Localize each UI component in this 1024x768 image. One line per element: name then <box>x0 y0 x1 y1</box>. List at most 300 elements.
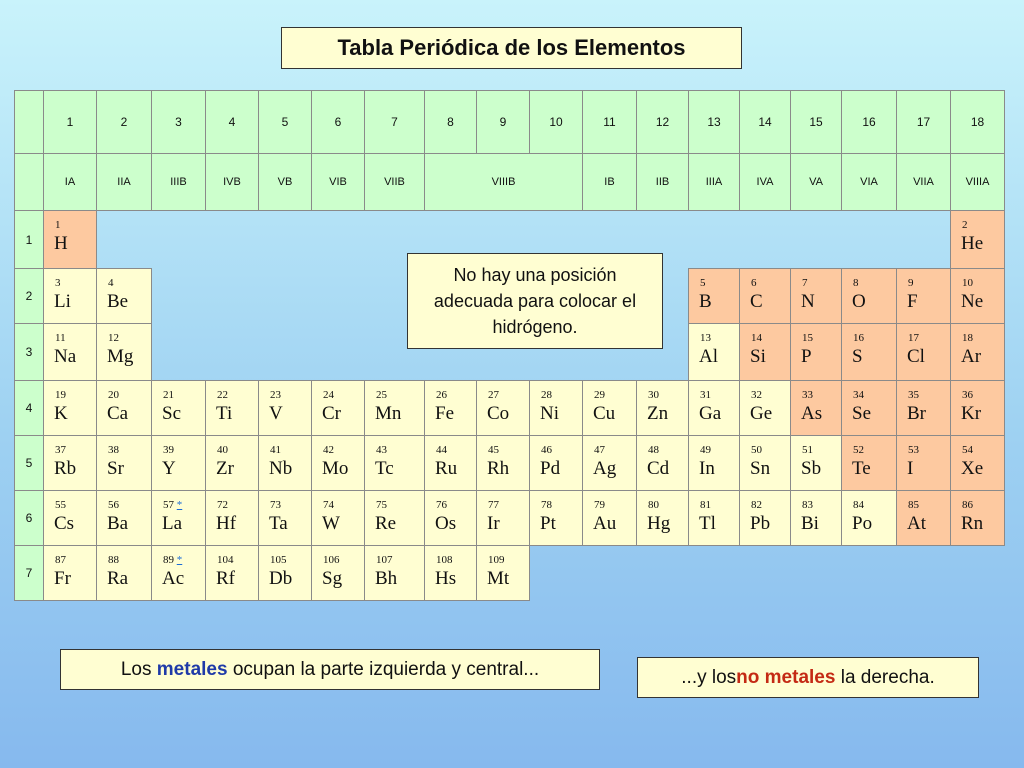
atomic-number-value: 25 <box>376 389 387 401</box>
atomic-number-value: 109 <box>488 554 505 566</box>
element-symbol: P <box>801 346 812 367</box>
element-symbol: Cr <box>322 403 341 424</box>
atomic-number <box>751 444 762 456</box>
atomic-number-value: 53 <box>908 444 919 456</box>
group-number-3: 3 <box>151 90 206 154</box>
atomic-number <box>323 444 334 456</box>
group-roman-IIIA: IIIA <box>688 153 740 211</box>
atomic-number <box>323 554 340 566</box>
atomic-number <box>55 389 66 401</box>
atomic-number <box>217 444 228 456</box>
element-symbol: I <box>907 458 914 479</box>
atomic-number-value: 2 <box>962 219 968 231</box>
atomic-number <box>108 444 119 456</box>
atomic-number-value: 3 <box>55 277 61 289</box>
period-label-5: 5 <box>14 435 44 491</box>
atomic-number-value: 105 <box>270 554 287 566</box>
element-Tl <box>688 490 740 546</box>
atomic-number <box>802 332 813 344</box>
element-symbol: Ni <box>540 403 559 424</box>
element-symbol: Al <box>699 346 718 367</box>
element-Mn <box>364 380 425 436</box>
element-Pb <box>739 490 791 546</box>
period-label-3: 3 <box>14 323 44 381</box>
element-symbol: Db <box>269 568 293 589</box>
element-Cs <box>43 490 97 546</box>
atomic-number-value: 76 <box>436 499 447 511</box>
atomic-number <box>163 389 174 401</box>
atomic-number <box>853 277 859 289</box>
element-C <box>739 268 791 324</box>
group-number-7: 7 <box>364 90 425 154</box>
atomic-number <box>217 389 228 401</box>
atomic-number-value: 32 <box>751 389 762 401</box>
atomic-number-value: 42 <box>323 444 334 456</box>
group-number-11: 11 <box>582 90 637 154</box>
element-Zr <box>205 435 259 491</box>
element-symbol: Na <box>54 346 77 367</box>
atomic-number <box>648 389 659 401</box>
element-Si <box>739 323 791 381</box>
atomic-number-value: 1 <box>55 219 61 231</box>
element-symbol: Nb <box>269 458 293 479</box>
atomic-number <box>594 444 605 456</box>
atomic-number-value: 40 <box>217 444 228 456</box>
element-symbol: Pd <box>540 458 561 479</box>
atomic-number <box>853 389 864 401</box>
element-symbol: Si <box>750 346 766 367</box>
element-Ba <box>96 490 152 546</box>
atomic-number-value: 82 <box>751 499 762 511</box>
element-Sn <box>739 435 791 491</box>
page-title: Tabla Periódica de los Elementos <box>281 27 742 69</box>
element-symbol: Ne <box>961 291 984 312</box>
atomic-number <box>436 499 447 511</box>
atomic-number <box>55 219 61 231</box>
atomic-number <box>594 389 605 401</box>
atomic-number <box>908 499 919 511</box>
metals-note-pre: Los <box>120 658 152 680</box>
element-Li <box>43 268 97 324</box>
atomic-number <box>908 444 919 456</box>
group-roman-IIIB: IIIB <box>151 153 206 211</box>
element-symbol: Ag <box>593 458 617 479</box>
element-symbol: Kr <box>961 403 982 424</box>
atomic-number <box>962 444 973 456</box>
atomic-number <box>700 444 711 456</box>
element-symbol: Cd <box>647 458 670 479</box>
atomic-number <box>163 499 182 511</box>
element-symbol: Bi <box>801 513 819 534</box>
atomic-number <box>376 554 393 566</box>
element-Mg <box>96 323 152 381</box>
group-number-15: 15 <box>790 90 842 154</box>
atomic-number <box>908 389 919 401</box>
element-Hs <box>424 545 477 601</box>
element-symbol: Pt <box>540 513 556 534</box>
element-Nb <box>258 435 312 491</box>
atomic-number-value: 83 <box>802 499 813 511</box>
element-symbol: Sn <box>750 458 771 479</box>
element-Os <box>424 490 477 546</box>
atomic-number-value: 48 <box>648 444 659 456</box>
group-number-13: 13 <box>688 90 740 154</box>
group-number-10: 10 <box>529 90 583 154</box>
atomic-number <box>55 277 61 289</box>
atomic-number-value: 107 <box>376 554 393 566</box>
atomic-number <box>751 389 762 401</box>
element-Br <box>896 380 951 436</box>
period-label-4: 4 <box>14 380 44 436</box>
element-N <box>790 268 842 324</box>
element-symbol: Hf <box>216 513 237 534</box>
group-number-8: 8 <box>424 90 477 154</box>
element-W <box>311 490 365 546</box>
atomic-number <box>908 277 914 289</box>
element-Cd <box>636 435 689 491</box>
atomic-number <box>802 444 813 456</box>
metals-keyword: metales <box>156 658 228 680</box>
atomic-number <box>163 554 182 566</box>
atomic-number-value: 7 <box>802 277 808 289</box>
atomic-number-value: 86 <box>962 499 973 511</box>
element-symbol: As <box>801 403 823 424</box>
element-symbol: Rh <box>487 458 510 479</box>
atomic-number-value: 18 <box>962 332 973 344</box>
atomic-number <box>270 444 281 456</box>
atomic-number-value: 78 <box>541 499 552 511</box>
atomic-number-value: 56 <box>108 499 119 511</box>
group-roman-IVB: IVB <box>205 153 259 211</box>
element-Ra <box>96 545 152 601</box>
atomic-number-value: 5 <box>700 277 706 289</box>
element-symbol: V <box>269 403 283 424</box>
element-Zn <box>636 380 689 436</box>
period-label-6: 6 <box>14 490 44 546</box>
atomic-number-value: 16 <box>853 332 864 344</box>
atomic-number-value: 17 <box>908 332 919 344</box>
element-symbol: Hg <box>647 513 671 534</box>
atomic-number <box>802 499 813 511</box>
metals-note-post: ocupan la parte izquierda y central... <box>232 658 540 680</box>
element-Mt <box>476 545 530 601</box>
element-symbol: Ta <box>269 513 288 534</box>
element-symbol: Te <box>852 458 871 479</box>
element-Xe <box>950 435 1005 491</box>
element-Sr <box>96 435 152 491</box>
element-symbol: Ra <box>107 568 129 589</box>
atomic-number <box>436 554 453 566</box>
element-symbol: Ti <box>216 403 233 424</box>
element-F <box>896 268 951 324</box>
group-number-17: 17 <box>896 90 951 154</box>
element-Po <box>841 490 897 546</box>
group-roman-VA: VA <box>790 153 842 211</box>
atomic-number-value: 36 <box>962 389 973 401</box>
element-H <box>43 210 97 269</box>
atomic-number-value: 8 <box>853 277 859 289</box>
hydrogen-note: No hay una posición adecuada para colocar el hidrógeno. <box>407 253 663 349</box>
element-symbol: Fe <box>435 403 454 424</box>
group-roman-VIIIB: VIIIB <box>424 153 583 211</box>
element-symbol: La <box>162 513 183 534</box>
atomic-number <box>163 444 174 456</box>
atomic-number <box>108 332 119 344</box>
metals-note <box>60 649 600 690</box>
group-roman-VIB: VIB <box>311 153 365 211</box>
element-symbol: B <box>699 291 712 312</box>
atomic-number <box>108 554 119 566</box>
header-corner-bottom <box>14 153 44 211</box>
element-Fr <box>43 545 97 601</box>
element-Ac <box>151 545 206 601</box>
atomic-number-value: 49 <box>700 444 711 456</box>
element-V <box>258 380 312 436</box>
atomic-number-value: 104 <box>217 554 234 566</box>
atomic-number <box>217 499 228 511</box>
atomic-number <box>751 499 762 511</box>
atomic-number <box>488 389 499 401</box>
group-number-5: 5 <box>258 90 312 154</box>
element-symbol: O <box>852 291 866 312</box>
atomic-number-value: 50 <box>751 444 762 456</box>
atomic-number <box>108 389 119 401</box>
group-number-2: 2 <box>96 90 152 154</box>
element-symbol: Cl <box>907 346 925 367</box>
atomic-number <box>108 277 114 289</box>
nonmetals-note <box>637 657 979 698</box>
atomic-number-value: 38 <box>108 444 119 456</box>
element-symbol: At <box>907 513 926 534</box>
element-As <box>790 380 842 436</box>
nonmetals-note-pre: ...y los <box>681 666 737 688</box>
element-symbol: Ge <box>750 403 773 424</box>
nonmetals-note-post: la derecha. <box>840 666 935 688</box>
element-symbol: Mn <box>375 403 402 424</box>
atomic-number-value: 81 <box>700 499 711 511</box>
atomic-number <box>853 332 864 344</box>
element-S <box>841 323 897 381</box>
atomic-number <box>436 389 447 401</box>
element-At <box>896 490 951 546</box>
atomic-number-value: 31 <box>700 389 711 401</box>
group-roman-VB: VB <box>258 153 312 211</box>
element-Ar <box>950 323 1005 381</box>
element-Ta <box>258 490 312 546</box>
element-symbol: Ca <box>107 403 129 424</box>
period-label-2: 2 <box>14 268 44 324</box>
atomic-number-value: 26 <box>436 389 447 401</box>
atomic-number <box>802 277 808 289</box>
element-O <box>841 268 897 324</box>
element-Ru <box>424 435 477 491</box>
element-Cl <box>896 323 951 381</box>
element-symbol: Rf <box>216 568 235 589</box>
element-symbol: Pb <box>750 513 771 534</box>
element-Sg <box>311 545 365 601</box>
atomic-number <box>853 499 864 511</box>
element-Mo <box>311 435 365 491</box>
atomic-number-value: 87 <box>55 554 66 566</box>
atomic-number <box>55 499 66 511</box>
atomic-number <box>488 499 499 511</box>
element-symbol: Xe <box>961 458 984 479</box>
atomic-number-value: 47 <box>594 444 605 456</box>
element-Fe <box>424 380 477 436</box>
element-Cu <box>582 380 637 436</box>
element-symbol: Se <box>852 403 871 424</box>
element-Au <box>582 490 637 546</box>
element-Sc <box>151 380 206 436</box>
element-symbol: H <box>54 233 68 254</box>
series-link[interactable]: * <box>176 499 183 511</box>
atomic-number-value: 46 <box>541 444 552 456</box>
element-Be <box>96 268 152 324</box>
atomic-number <box>541 444 552 456</box>
element-Ti <box>205 380 259 436</box>
element-symbol: Ru <box>435 458 458 479</box>
atomic-number <box>751 277 757 289</box>
element-Tc <box>364 435 425 491</box>
element-Bh <box>364 545 425 601</box>
atomic-number-value: 72 <box>217 499 228 511</box>
atomic-number <box>488 554 505 566</box>
atomic-number <box>962 499 973 511</box>
element-Rf <box>205 545 259 601</box>
atomic-number <box>962 277 973 289</box>
atomic-number-value: 34 <box>853 389 864 401</box>
group-roman-VIA: VIA <box>841 153 897 211</box>
atomic-number-value: 41 <box>270 444 281 456</box>
group-number-18: 18 <box>950 90 1005 154</box>
atomic-number-value: 10 <box>962 277 973 289</box>
atomic-number-value: 85 <box>908 499 919 511</box>
element-symbol: Tl <box>699 513 716 534</box>
group-number-6: 6 <box>311 90 365 154</box>
element-symbol: Mo <box>322 458 349 479</box>
nonmetals-keyword: no metales <box>736 666 836 688</box>
element-symbol: Zr <box>216 458 234 479</box>
element-symbol: Li <box>54 291 71 312</box>
element-Al <box>688 323 740 381</box>
header-corner-top <box>14 90 44 154</box>
atomic-number-value: 73 <box>270 499 281 511</box>
element-symbol: Br <box>907 403 926 424</box>
element-symbol: Ac <box>162 568 185 589</box>
element-symbol: Co <box>487 403 510 424</box>
atomic-number-value: 51 <box>802 444 813 456</box>
element-Ga <box>688 380 740 436</box>
atomic-number-value: 43 <box>376 444 387 456</box>
atomic-number-value: 29 <box>594 389 605 401</box>
atomic-number-value: 54 <box>962 444 973 456</box>
element-symbol: Ba <box>107 513 129 534</box>
atomic-number-value: 20 <box>108 389 119 401</box>
atomic-number <box>700 332 711 344</box>
group-number-4: 4 <box>205 90 259 154</box>
element-K <box>43 380 97 436</box>
element-symbol: K <box>54 403 68 424</box>
atomic-number <box>802 389 813 401</box>
atomic-number <box>648 499 659 511</box>
atomic-number-value: 39 <box>163 444 174 456</box>
element-symbol: N <box>801 291 815 312</box>
element-Na <box>43 323 97 381</box>
element-I <box>896 435 951 491</box>
atomic-number <box>594 499 605 511</box>
element-symbol: Y <box>162 458 176 479</box>
atomic-number-value: 27 <box>488 389 499 401</box>
atomic-number <box>108 499 119 511</box>
element-symbol: Sr <box>107 458 124 479</box>
atomic-number-value: 57 <box>163 499 174 511</box>
element-He <box>950 210 1005 269</box>
element-Te <box>841 435 897 491</box>
element-Y <box>151 435 206 491</box>
atomic-number <box>541 499 552 511</box>
atomic-number-value: 44 <box>436 444 447 456</box>
element-Ir <box>476 490 530 546</box>
atomic-number-value: 30 <box>648 389 659 401</box>
element-symbol: Ar <box>961 346 982 367</box>
element-P <box>790 323 842 381</box>
element-symbol: Re <box>375 513 397 534</box>
group-roman-IVA: IVA <box>739 153 791 211</box>
element-Rn <box>950 490 1005 546</box>
element-Ag <box>582 435 637 491</box>
atomic-number <box>55 444 66 456</box>
element-Pd <box>529 435 583 491</box>
atomic-number-value: 12 <box>108 332 119 344</box>
element-Rh <box>476 435 530 491</box>
element-symbol: F <box>907 291 918 312</box>
element-symbol: He <box>961 233 984 254</box>
atomic-number <box>270 389 281 401</box>
atomic-number-value: 9 <box>908 277 914 289</box>
atomic-number <box>55 554 66 566</box>
group-number-12: 12 <box>636 90 689 154</box>
atomic-number-value: 35 <box>908 389 919 401</box>
atomic-number <box>700 277 706 289</box>
atomic-number <box>217 554 234 566</box>
atomic-number <box>323 499 334 511</box>
group-roman-IB: IB <box>582 153 637 211</box>
atomic-number-value: 52 <box>853 444 864 456</box>
atomic-number-value: 89 <box>163 554 174 566</box>
element-symbol: Sb <box>801 458 822 479</box>
element-symbol: Bh <box>375 568 398 589</box>
element-Re <box>364 490 425 546</box>
atomic-number-value: 84 <box>853 499 864 511</box>
element-symbol: S <box>852 346 863 367</box>
element-Se <box>841 380 897 436</box>
atomic-number-value: 4 <box>108 277 114 289</box>
element-Hg <box>636 490 689 546</box>
atomic-number-value: 74 <box>323 499 334 511</box>
group-roman-IIB: IIB <box>636 153 689 211</box>
atomic-number <box>436 444 447 456</box>
element-symbol: Cs <box>54 513 75 534</box>
atomic-number-value: 37 <box>55 444 66 456</box>
series-link[interactable]: * <box>176 554 183 566</box>
element-symbol: Zn <box>647 403 669 424</box>
atomic-number <box>376 389 387 401</box>
element-Pt <box>529 490 583 546</box>
period-label-1: 1 <box>14 210 44 269</box>
element-symbol: Os <box>435 513 457 534</box>
element-Cr <box>311 380 365 436</box>
element-symbol: Au <box>593 513 617 534</box>
